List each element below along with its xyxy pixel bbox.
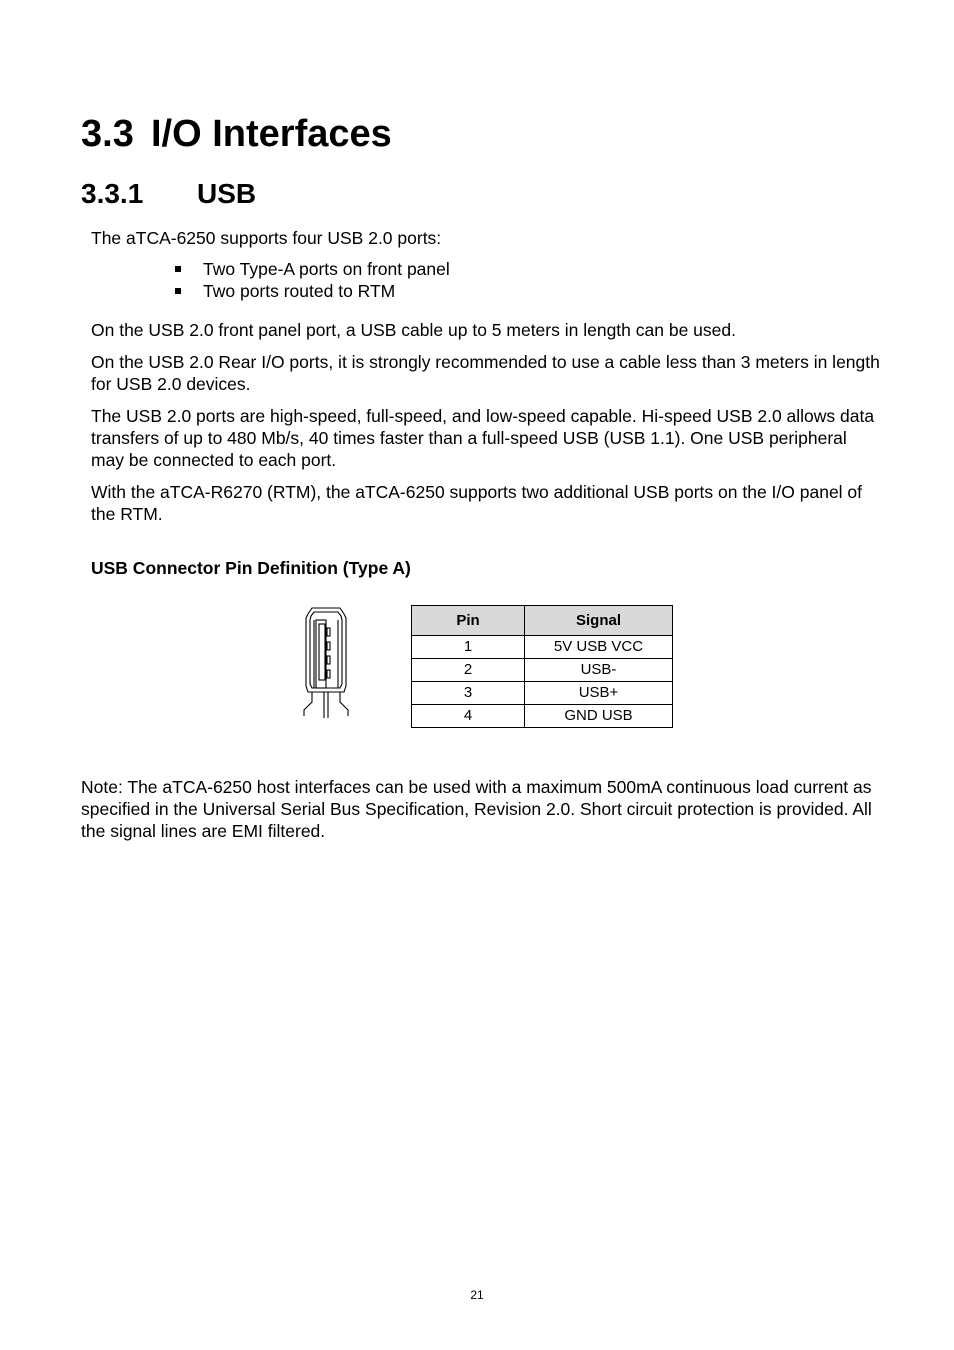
list-item: Two Type-A ports on front panel bbox=[175, 258, 450, 280]
paragraph-front-panel: On the USB 2.0 front panel port, a USB cable up to 5 meters in length can be used. bbox=[91, 320, 736, 340]
pin-cell: 1 bbox=[412, 636, 525, 659]
section-title: I/O Interfaces bbox=[151, 113, 392, 155]
table-row bbox=[412, 705, 673, 728]
list-item: Two ports routed to RTM bbox=[175, 280, 450, 302]
subsection-title: USB bbox=[197, 178, 257, 209]
intro-paragraph: The aTCA-6250 supports four USB 2.0 ports: bbox=[91, 228, 442, 248]
table-header-row bbox=[412, 606, 673, 636]
signal-cell: 5V USB VCC bbox=[525, 636, 673, 659]
pin-cell: 3 bbox=[412, 682, 525, 705]
section-heading bbox=[81, 112, 392, 156]
signal-cell: GND USB bbox=[525, 705, 673, 728]
column-header-pin: Pin bbox=[412, 606, 525, 636]
subsection-number: 3.3.1 bbox=[81, 178, 144, 209]
page-number: 21 bbox=[470, 1288, 484, 1302]
square-bullet-icon bbox=[175, 266, 181, 272]
section-number: 3.3 bbox=[81, 113, 134, 155]
table-row bbox=[412, 636, 673, 659]
paragraph-rear-io: On the USB 2.0 Rear I/O ports, it is strongly recommended to use a cable less than 3 meters in length for USB 2.0 devices. bbox=[91, 352, 880, 394]
subsection-heading bbox=[81, 177, 256, 211]
table-row bbox=[412, 659, 673, 682]
pin-cell: 4 bbox=[412, 705, 525, 728]
signal-cell: USB- bbox=[525, 659, 673, 682]
table-row bbox=[412, 682, 673, 705]
usb-type-a-connector-icon bbox=[298, 606, 354, 722]
signal-cell: USB+ bbox=[525, 682, 673, 705]
ports-bullet-list bbox=[175, 258, 450, 302]
pin-table-caption: USB Connector Pin Definition (Type A) bbox=[91, 558, 411, 578]
column-header-signal: Signal bbox=[525, 606, 673, 636]
paragraph-rtm: With the aTCA-R6270 (RTM), the aTCA-6250 supports two additional USB ports on the I/O panel of the RTM. bbox=[91, 482, 863, 524]
note-paragraph: Note: The aTCA-6250 host interfaces can be used with a maximum 500mA continuous load current as specified in the Universal Serial Bus Specification, Revision 2.0. Short circuit protection is provided. All the signal lines are EMI filtered. bbox=[81, 777, 872, 841]
square-bullet-icon bbox=[175, 288, 181, 294]
paragraph-speed: The USB 2.0 ports are high-speed, full-speed, and low-speed capable. Hi-speed USB 2.0 allows data transfers of up to 480 Mb/s, 40 times faster than a full-speed USB (USB 1.1). One USB peripheral may be connected to each port. bbox=[91, 406, 875, 470]
pin-definition-table bbox=[411, 605, 673, 728]
pin-cell: 2 bbox=[412, 659, 525, 682]
